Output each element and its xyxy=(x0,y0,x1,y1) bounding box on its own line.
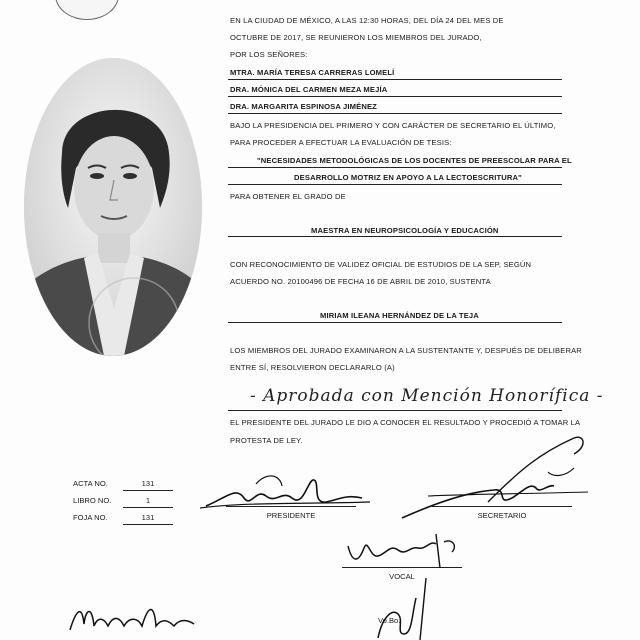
degree-name: MAESTRA EN NEUROPSICOLOGÍA Y EDUCACIÓN xyxy=(311,226,499,235)
degree-intro: PARA OBTENER EL GRADO DE xyxy=(230,192,346,201)
candidate-signature xyxy=(64,596,204,640)
university-seal xyxy=(55,0,119,20)
presidency-line-1: BAJO LA PRESIDENCIA DEL PRIMERO Y CON CARÁCTER DE SECRETARIO EL ÚLTIMO, xyxy=(230,121,556,130)
thesis-title-line-2: DESARROLLO MOTRIZ EN APOYO A LA LECTOESCRITURA" xyxy=(294,173,522,182)
header-line-2: OCTUBRE DE 2017, SE REUNIERON LOS MIEMBROS DEL JURADO, xyxy=(230,33,482,42)
secretario-label: SECRETARIO xyxy=(477,511,527,520)
deliberation-line-1: LOS MIEMBROS DEL JURADO EXAMINARON A LA SUSTENTANTE Y, DESPUÉS DE DELIBERAR xyxy=(230,346,582,355)
deliberation-line-2: ENTRE SÍ, RESOLVIERON DECLARARLO (A) xyxy=(230,363,395,372)
thesis-line-2 xyxy=(228,184,562,185)
header-line-1: EN LA CIUDAD DE MÉXICO, A LAS 12:30 HORAS, DEL DÍA 24 DEL MES DE xyxy=(230,16,504,25)
libro-underline xyxy=(123,507,173,508)
jury-member-3: DRA. MARGARITA ESPINOSA JIMÉNEZ xyxy=(230,102,377,111)
jury-member-1: MTRA. MARÍA TERESA CARRERAS LOMELÍ xyxy=(230,68,395,77)
libro-value: 1 xyxy=(145,496,151,505)
foja-value: 131 xyxy=(141,513,155,522)
jury-line-2 xyxy=(228,96,562,97)
candidate-name: MIRIAM ILEANA HERNÁNDEZ DE LA TEJA xyxy=(320,311,479,320)
thesis-line-1 xyxy=(228,167,562,168)
recognition-line-1: CON RECONOCIMIENTO DE VALIDEZ OFICIAL DE ESTUDIOS DE LA SEP, SEGÚN xyxy=(230,260,532,269)
acta-underline xyxy=(123,490,173,491)
candidate-photo xyxy=(24,58,202,356)
foja-label: FOJA NO. xyxy=(73,513,108,522)
vobo-signature xyxy=(368,578,438,640)
verdict-line xyxy=(228,410,562,411)
jury-member-2: DRA. MÓNICA DEL CARMEN MEZA MEJÍA xyxy=(230,85,388,94)
presidency-line-2: PARA PROCEDER A EFECTUAR LA EVALUACIÓN DE TESIS: xyxy=(230,138,452,147)
presidente-signature xyxy=(196,468,376,518)
verdict-handwritten: - Aprobada con Mención Honorífica - xyxy=(250,386,604,406)
header-line-3: POR LOS SEÑORES: xyxy=(230,50,308,59)
candidate-line xyxy=(228,322,562,323)
jury-line-1 xyxy=(228,79,562,80)
degree-line xyxy=(228,236,562,237)
vobo-label: Vo.Bo. xyxy=(378,616,401,625)
result-line-2: PROTESTA DE LEY. xyxy=(230,436,303,445)
jury-line-3 xyxy=(228,113,562,114)
thesis-title-line-1: "NECESIDADES METODOLÓGICAS DE LOS DOCENTES DE PREESCOLAR PARA EL xyxy=(257,156,572,165)
foja-underline xyxy=(123,524,173,525)
vocal-signature xyxy=(340,528,470,572)
recognition-line-2: ACUERDO NO. 20100496 DE FECHA 16 DE ABRIL DE 2010, SUSTENTA xyxy=(230,277,491,286)
acta-label: ACTA NO. xyxy=(73,479,108,488)
libro-label: LIBRO NO. xyxy=(73,496,112,505)
presidente-label: PRESIDENTE xyxy=(266,511,316,520)
result-line-1: EL PRESIDENTE DEL JURADO LE DIO A CONOCER EL RESULTADO Y PROCEDIÓ A TOMAR LA xyxy=(230,418,581,427)
secretario-signature xyxy=(398,432,598,522)
vocal-label: VOCAL xyxy=(389,572,415,581)
acta-value: 131 xyxy=(141,479,155,488)
